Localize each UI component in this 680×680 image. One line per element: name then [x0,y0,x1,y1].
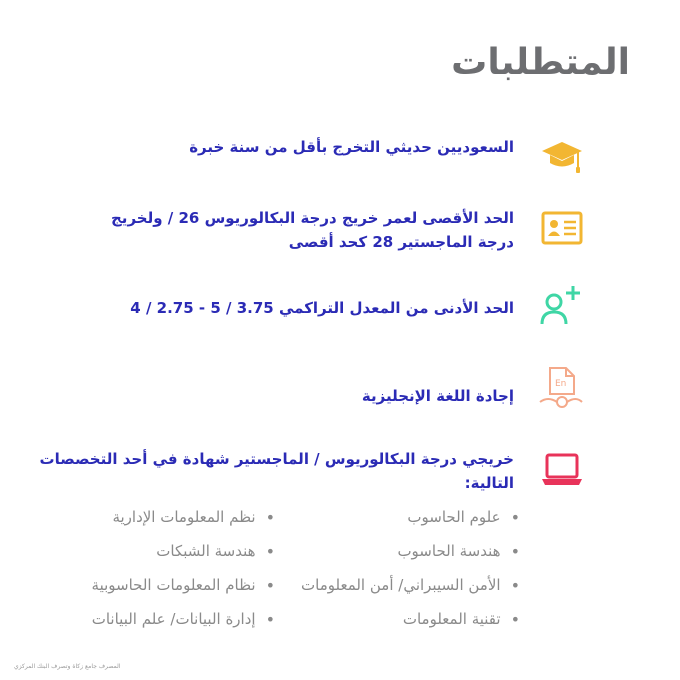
major-label: • علوم الحاسوب [407,508,501,526]
footer-note: المصرف جامع زكاة وتصرف البنك المركزي [14,663,121,670]
major-item [285,500,520,534]
major-item [40,568,275,602]
requirement-line: درجة الماجستير 28 كحد أقصى [288,233,514,251]
requirement-line: الحد الأدنى من المعدل التراكمي 3.75 / 5 - 2.75 / 4 [130,299,514,317]
requirement-line: التالية: [464,474,514,492]
majors-list [40,500,520,630]
requirement-gpa [130,296,514,320]
major-label: • هندسة الحاسوب [397,542,501,560]
requirement-line: خريجي درجة البكالوريوس / الماجستير شهادة في أحد التخصصات [39,450,514,468]
laptop-icon [538,446,586,494]
major-label: • نظام المعلومات الحاسوبية [91,576,256,594]
major-label: • نظم المعلومات الإدارية [112,508,256,526]
graduation-cap-icon [538,132,586,180]
major-label: • تقنية المعلومات [402,610,501,628]
requirement-age [111,206,514,254]
major-label: • الأمن السيبراني/ أمن المعلومات [301,576,501,594]
svg-text:En: En [555,379,567,389]
page-title: المتطلبات [451,42,630,83]
requirement-line: إجادة اللغة الإنجليزية [361,387,514,405]
english-certificate-icon [536,364,584,412]
major-item [285,534,520,568]
major-label: • هندسة الشبكات [156,542,256,560]
requirement-line: السعوديين حديثي التخرج بأقل من سنة خبرة [189,138,514,156]
major-item [285,602,520,636]
major-label: • إدارة البيانات/ علم البيانات [91,610,256,628]
requirement-line: الحد الأقصى لعمر خريج درجة البكالوريوس 26 / ولخريج [111,209,514,227]
major-item [285,568,520,602]
requirement-graduates [189,135,514,159]
requirement-degree [40,447,514,495]
id-card-icon [538,204,586,252]
add-user-icon [536,282,584,330]
requirement-english [362,384,514,408]
major-item [40,500,275,534]
major-item [40,602,275,636]
major-item [40,534,275,568]
